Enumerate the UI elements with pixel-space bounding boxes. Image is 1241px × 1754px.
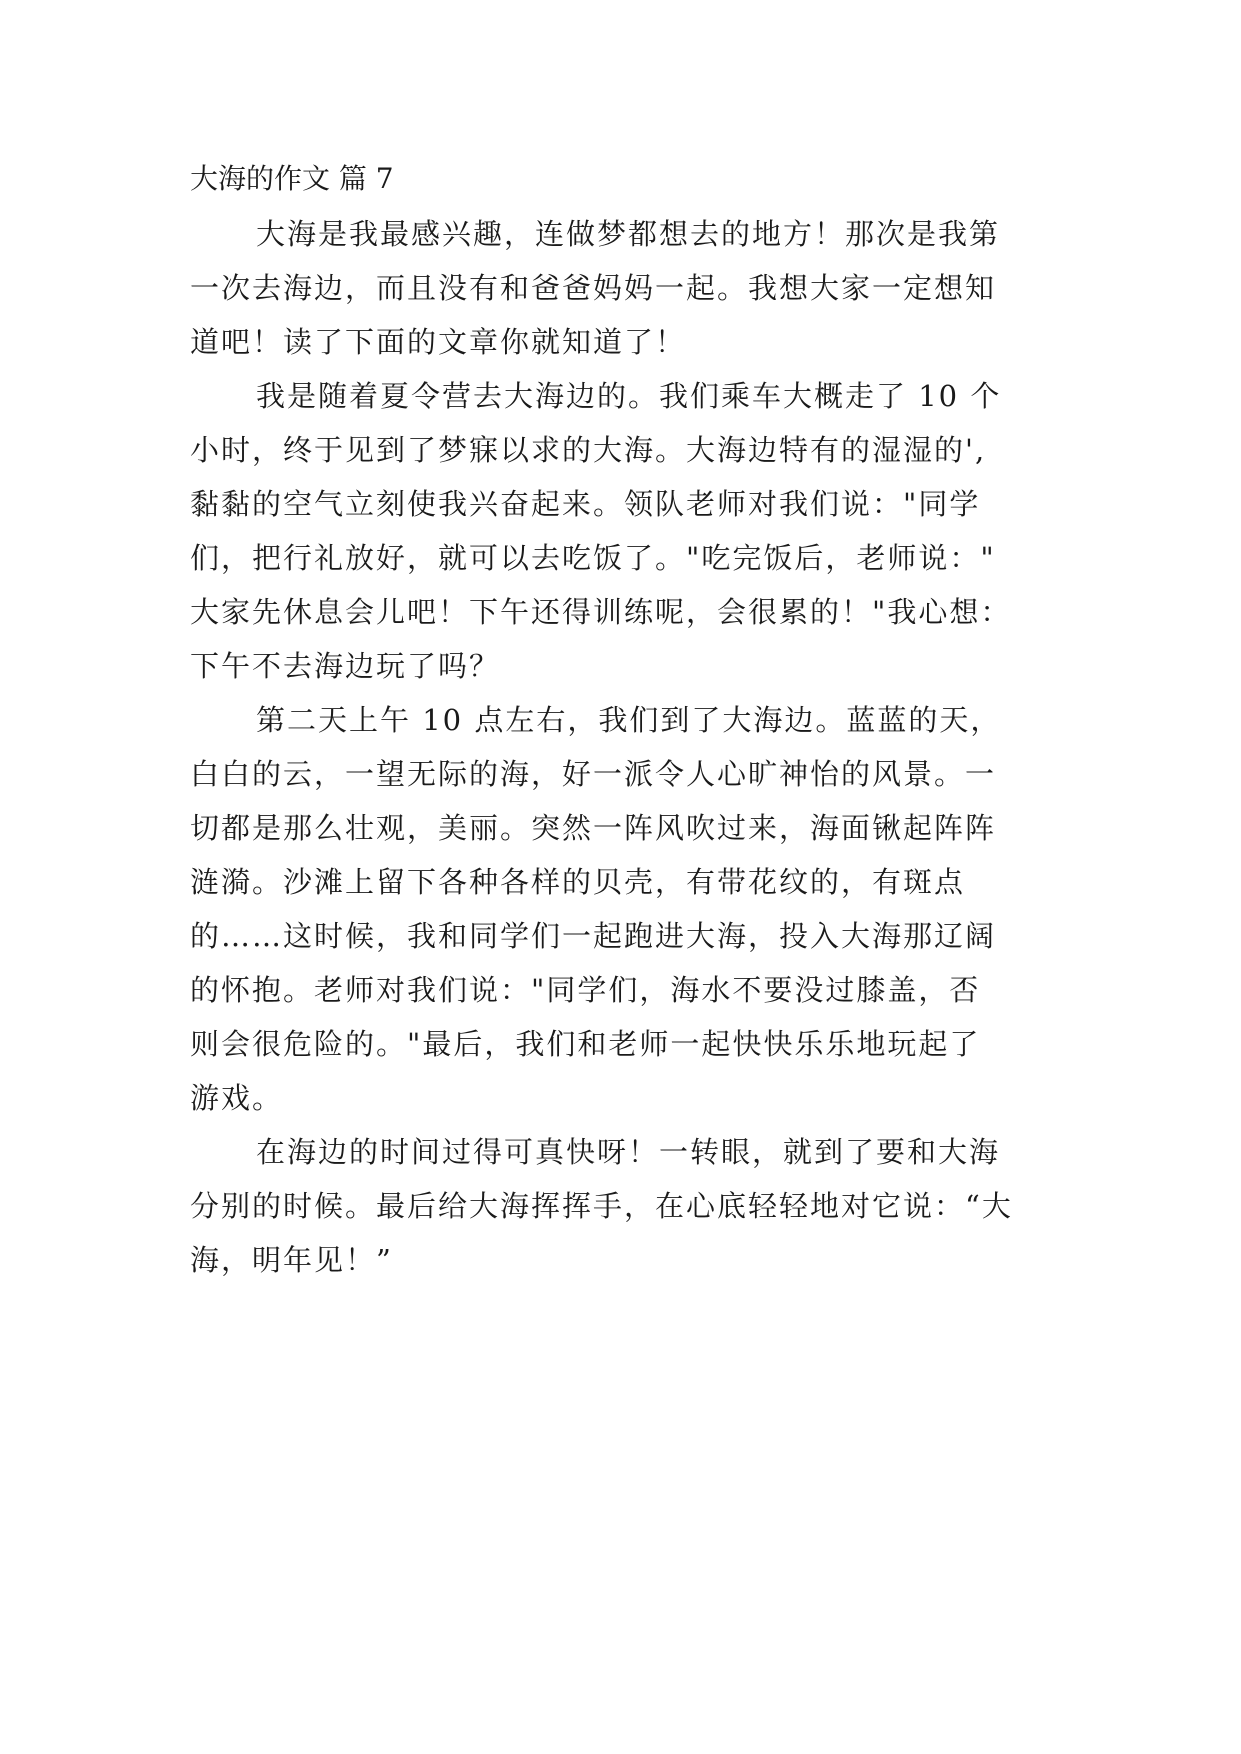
paragraph-2-line-5: 大家先休息会儿吧！下午还得训练呢，会很累的！"我心想： — [190, 595, 1012, 629]
paragraph-2-line-1: 我是随着夏令营去大海边的。我们乘车大概走了 10 个 — [256, 379, 1002, 413]
paragraph-1-line-3: 道吧！读了下面的文章你就知道了！ — [190, 325, 687, 359]
paragraph-3-line-5: 的……这时候，我和同学们一起跑进大海，投入大海那辽阔 — [190, 919, 997, 953]
paragraph-2-line-3: 黏黏的空气立刻使我兴奋起来。领队老师对我们说："同学 — [190, 487, 981, 521]
paragraph-3-line-2: 白白的云，一望无际的海，好一派令人心旷神怡的风景。一 — [190, 757, 997, 791]
paragraph-2-line-4: 们，把行礼放好，就可以去吃饭了。"吃完饭后，老师说：" — [190, 541, 996, 575]
paragraph-3-line-8: 游戏。 — [190, 1081, 284, 1115]
paragraph-4-line-3: 海，明年见！” — [190, 1243, 393, 1277]
paragraph-3-line-7: 则会很危险的。"最后，我们和老师一起快快乐乐地玩起了 — [190, 1027, 981, 1061]
paragraph-2-line-6: 下午不去海边玩了吗？ — [190, 649, 501, 683]
paragraph-3-line-3: 切都是那么壮观，美丽。突然一阵风吹过来，海面锹起阵阵 — [190, 811, 997, 845]
paragraph-3-line-4: 涟漪。沙滩上留下各种各样的贝壳，有带花纹的，有斑点 — [190, 865, 966, 899]
paragraph-1-line-2: 一次去海边，而且没有和爸爸妈妈一起。我想大家一定想知 — [190, 271, 997, 305]
paragraph-1-line-1: 大海是我最感兴趣，连做梦都想去的地方！那次是我第 — [256, 217, 1001, 251]
paragraph-3-line-1: 第二天上午 10 点左右，我们到了大海边。蓝蓝的天， — [256, 703, 1002, 737]
paragraph-3-line-6: 的怀抱。老师对我们说："同学们，海水不要没过膝盖，否 — [190, 973, 981, 1007]
paragraph-2-line-2: 小时，终于见到了梦寐以求的大海。大海边特有的湿湿的', — [190, 433, 987, 467]
paragraph-4-line-2: 分别的时候。最后给大海挥挥手，在心底轻轻地对它说：“大 — [190, 1189, 1013, 1223]
paragraph-4-line-1: 在海边的时间过得可真快呀！一转眼，就到了要和大海 — [256, 1135, 1001, 1169]
document-title: 大海的作文 篇 7 — [190, 162, 394, 195]
